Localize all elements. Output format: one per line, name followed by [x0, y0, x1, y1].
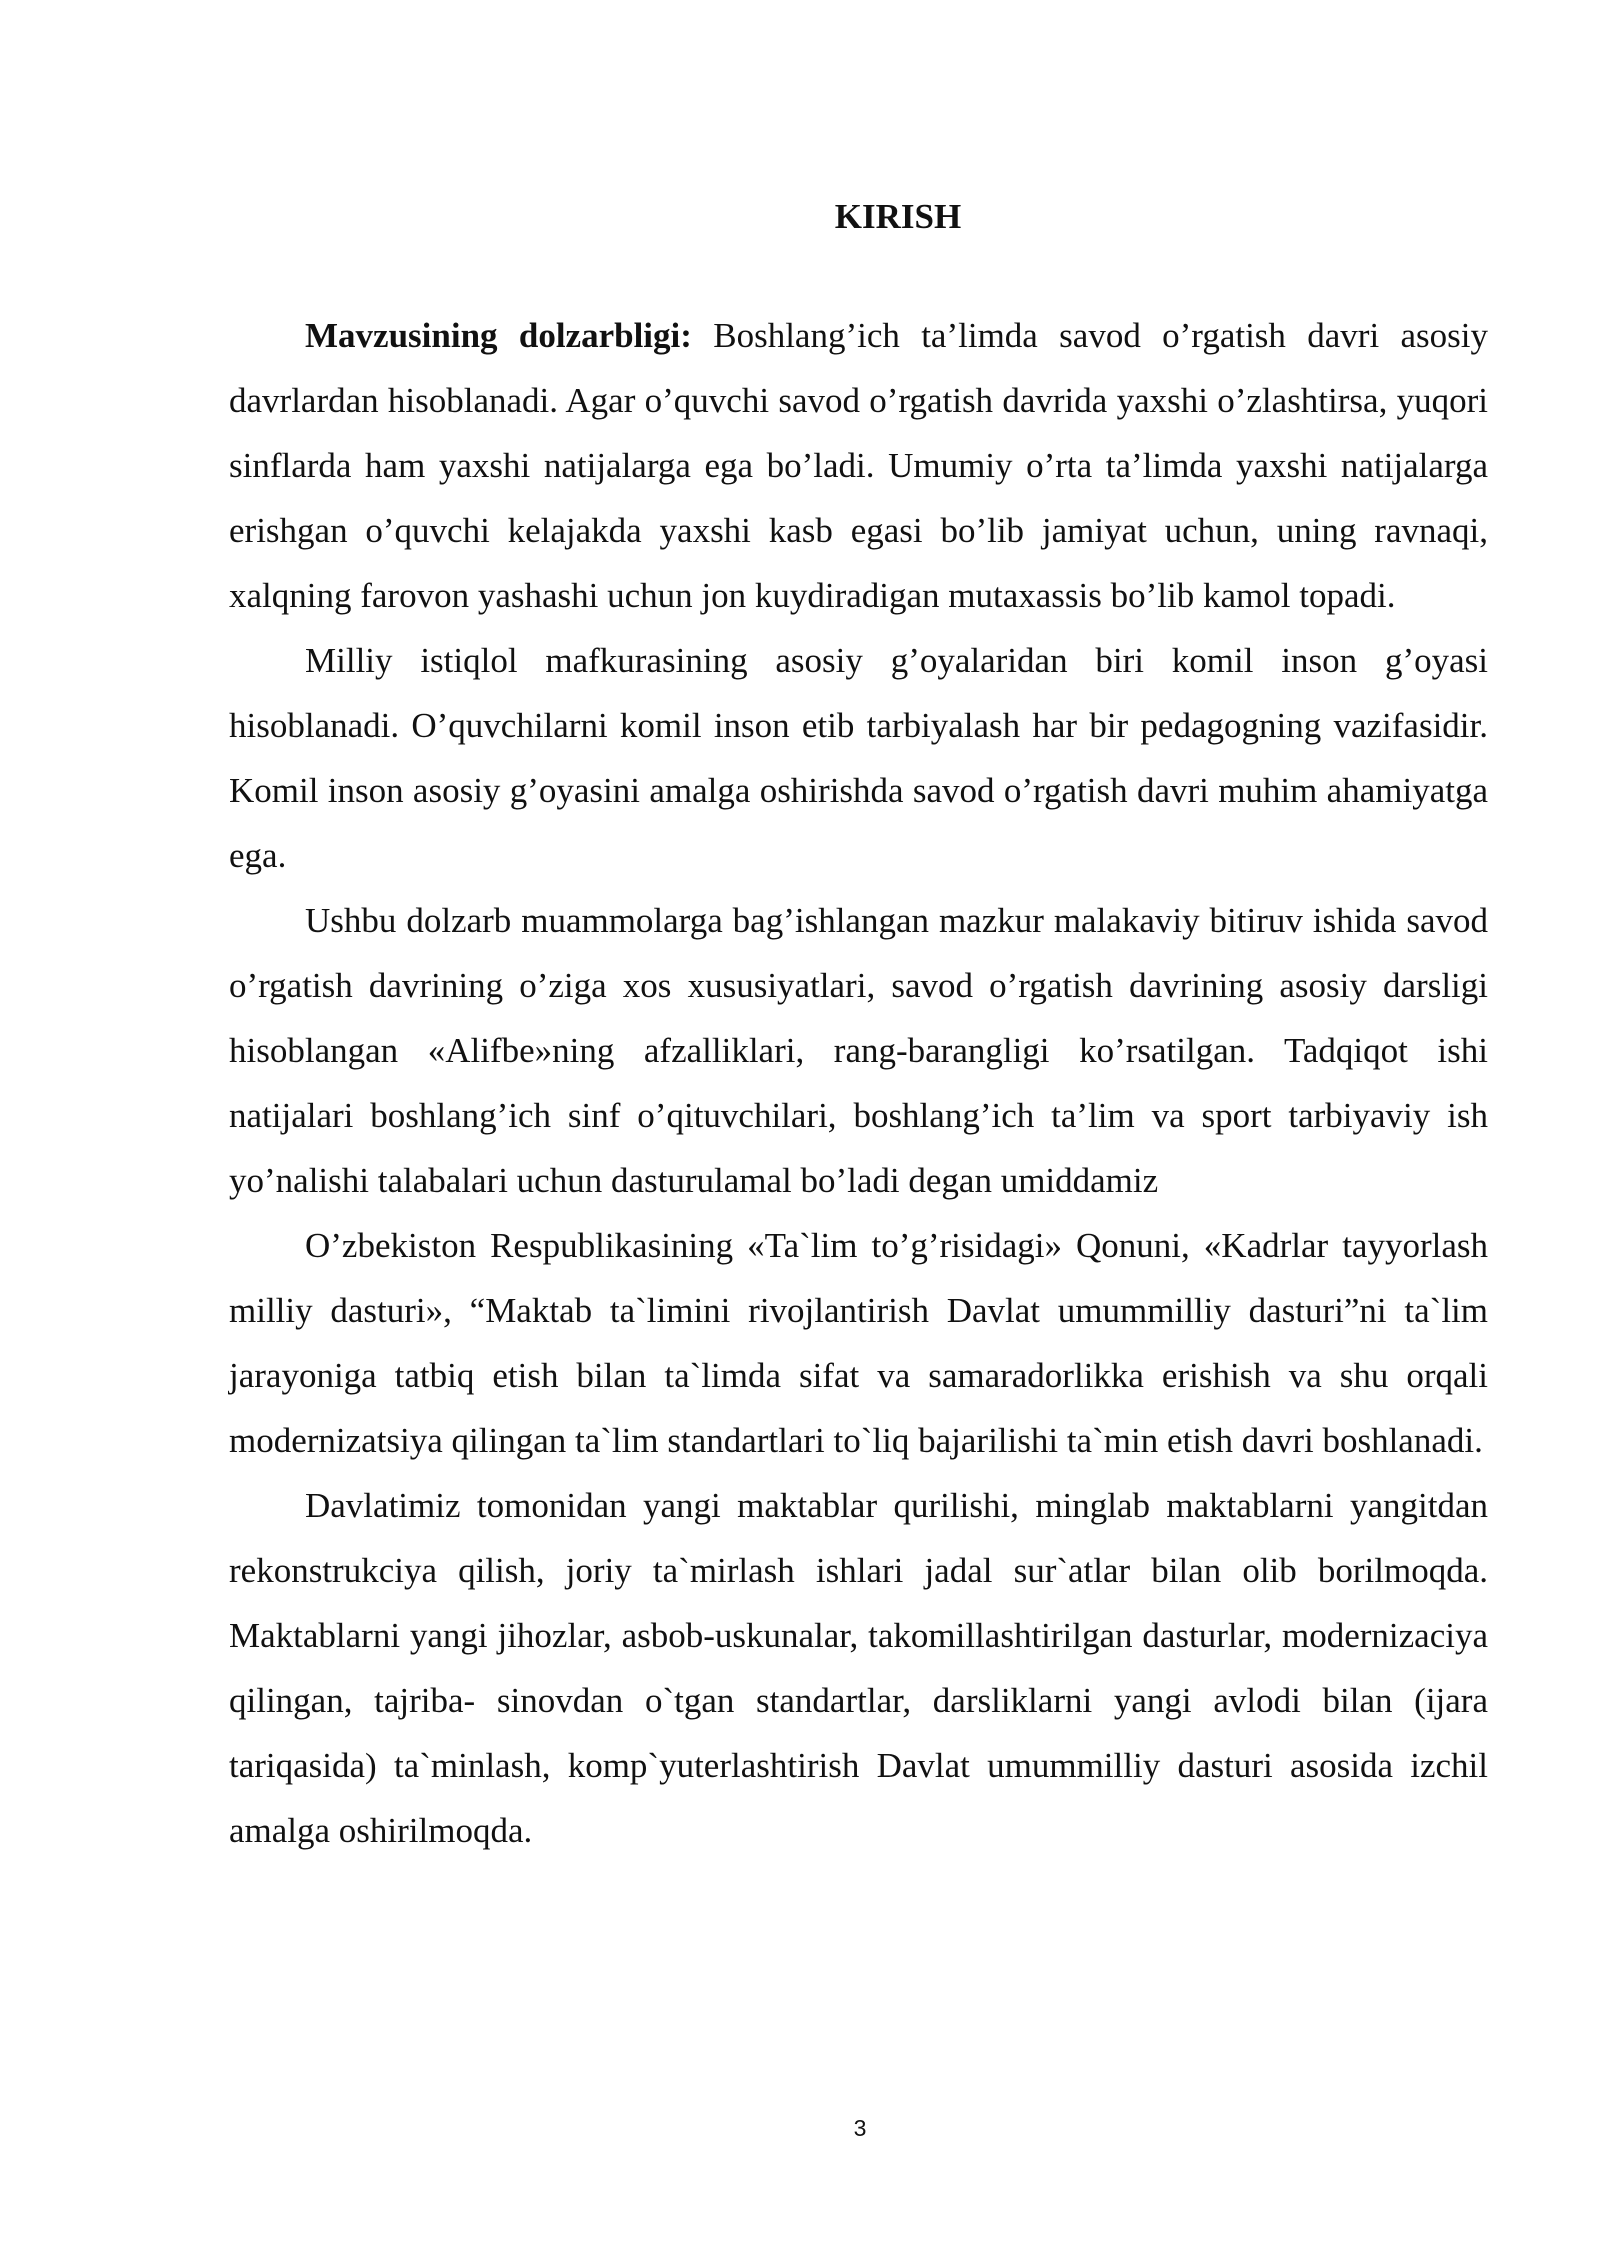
paragraph-text: O’zbekiston Respublikasining «Ta`lim to’g’risidagi» Qonuni, «Kadrlar tayyorlash milliy dasturi», “Maktab ta`limini rivojlantirish Davlat umummilliy dasturi”ni ta`lim jarayoniga tatbiq etish bilan ta`limda sifat va samaradorlikka erishish va shu orqali modernizatsiya qilingan ta`lim standartlari to`liq bajarilishi ta`min etish davri boshlanadi. — [229, 1226, 1488, 1460]
paragraph-school-construction — [229, 1473, 1488, 1863]
paragraph-lead: Mavzusining dolzarbligi: — [305, 316, 692, 355]
page-number: 3 — [853, 2115, 867, 2141]
paragraph-text: Davlatimiz tomonidan yangi maktablar qurilishi, minglab maktablarni yangitdan rekonstrukciya qilish, joriy ta`mirlash ishlari jadal sur`atlar bilan olib borilmoqda. Maktablarni yangi jihozlar, asbob-uskunalar, takomillashtirilgan dasturlar, modernizaciya qilingan, tajriba- sinovdan o`tgan standartlar, darsliklarni yangi avlodi bilan (ijara tariqasida) ta`minlash, komp`yuterlashtirish Davlat umummilliy dasturi asosida izchil amalga oshirilmoqda. — [229, 1486, 1488, 1850]
paragraph-research-goals — [229, 888, 1488, 1213]
paragraph-text: Milliy istiqlol mafkurasining asosiy g’oyalaridan biri komil inson g’oyasi hisoblanadi. O’quvchilarni komil inson etib tarbiyalash har bir pedagogning vazifasidir. Komil inson asosiy g’oyasini amalga oshirishda savod o’rgatish davri muhim ahamiyatga ega. — [229, 641, 1488, 875]
paragraph-text: Boshlang’ich ta’limda savod o’rgatish davri asosiy davrlardan hisoblanadi. Agar o’quvchi savod o’rgatish davrida yaxshi o’zlashtirsa, yuqori sinflarda ham yaxshi natijalarga ega bo’ladi. Umumiy o’rta ta’limda yaxshi natijalarga erishgan o’quvchi kelajakda yaxshi kasb egasi bo’lib jamiyat uchun, uning ravnaqi, xalqning farovon yashashi uchun jon kuydiradigan mutaxassis bo’lib kamol topadi. — [229, 316, 1488, 615]
paragraph-relevance — [229, 303, 1488, 628]
paragraph-legislation — [229, 1213, 1488, 1473]
section-heading: KIRISH — [834, 197, 962, 236]
paragraph-ideology — [229, 628, 1488, 888]
paragraph-text: Ushbu dolzarb muammolarga bag’ishlangan mazkur malakaviy bitiruv ishida savod o’rgatish davrining o’ziga xos xususiyatlari, savod o’rgatish davrining asosiy darsligi hisoblangan «Alifbe»ning afzalliklari, rang-barangligi ko’rsatilgan. Tadqiqot ishi natijalari boshlang’ich sinf o’qituvchilari, boshlang’ich ta’lim va sport tarbiyaviy ish yo’nalishi talabalari uchun dasturulamal bo’ladi degan umiddamiz — [229, 901, 1488, 1200]
body-text — [229, 303, 1488, 1863]
